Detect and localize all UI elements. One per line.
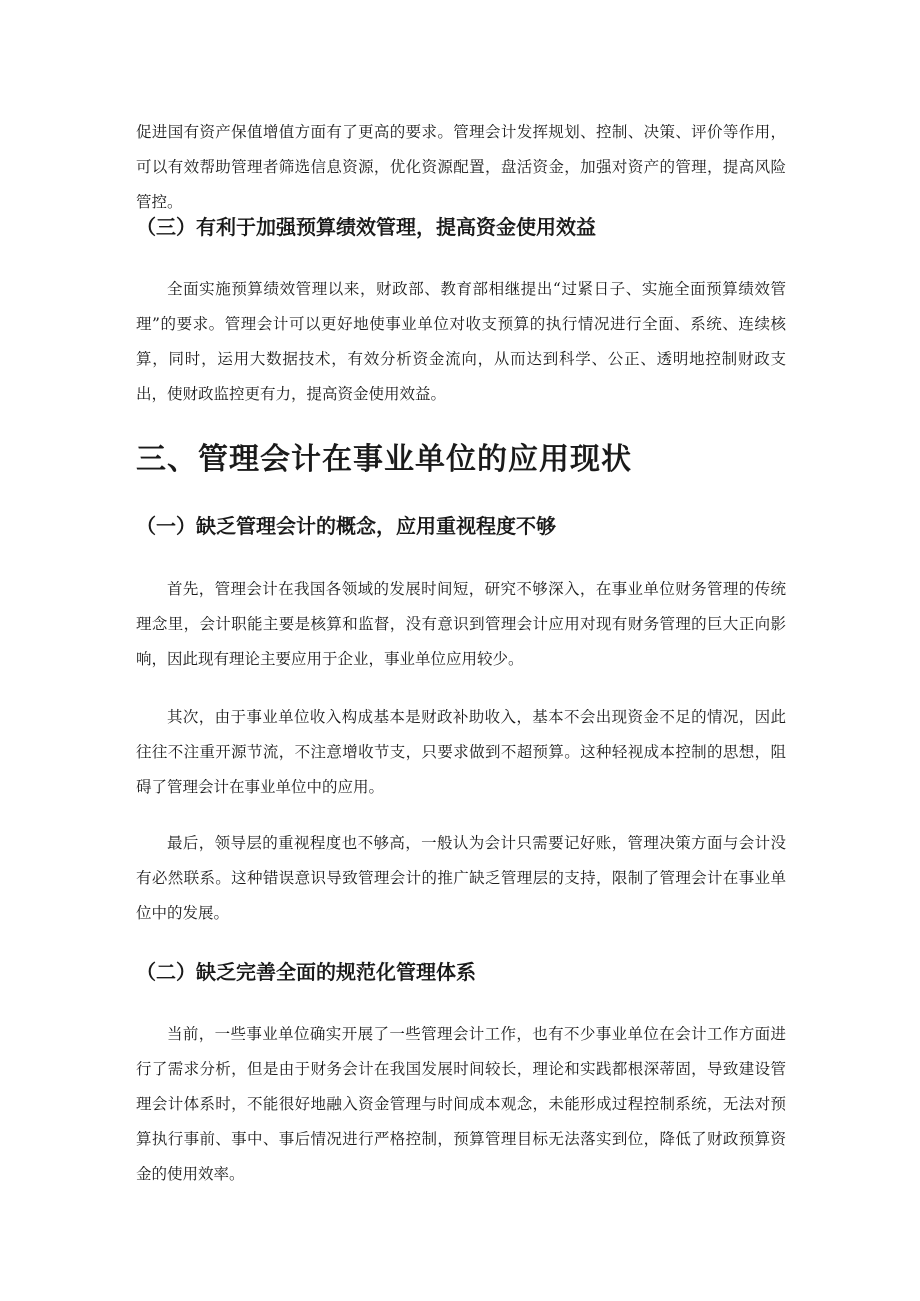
paragraph-one-third: 最后，领导层的重视程度也不够高，一般认为会计只需要记好账，管理决策方面与会计没有必然联系。这种错误意识导致管理会计的推广缺乏管理层的支持，限制了管理会计在事业单位中的发展。 bbox=[136, 834, 786, 922]
subheading-one: （一）缺乏管理会计的概念，应用重视程度不够 bbox=[136, 514, 556, 538]
paragraph-one-first: 首先，管理会计在我国各领域的发展时间短，研究不够深入，在事业单位财务管理的传统理念里，会计职能主要是核算和监督，没有意识到管理会计应用对现有财务管理的巨大正向影响，因此现有理论主要应用于企业，事业单位应用较少。 bbox=[136, 580, 786, 668]
paragraph-two: 当前，一些事业单位确实开展了一些管理会计工作，也有不少事业单位在会计工作方面进行了需求分析，但是由于财务会计在我国发展时间较长，理论和实践都根深蒂固，导致建设管理会计体系时，不能很好地融入资金管理与时间成本观念，未能形成过程控制系统，无法对预算执行事前、事中、事后情况进行严格控制，预算管理目标无法落实到位，降低了财政预算资金的使用效率。 bbox=[136, 1025, 786, 1183]
paragraph-one-second: 其次，由于事业单位收入构成基本是财政补助收入，基本不会出现资金不足的情况，因此往往不注重开源节流，不注意增收节支，只要求做到不超预算。这种轻视成本控制的思想，阻碍了管理会计在事业单位中的应用。 bbox=[136, 708, 786, 796]
section-heading-3: 三、管理会计在事业单位的应用现状 bbox=[136, 442, 632, 477]
subheading-three: （三）有利于加强预算绩效管理，提高资金使用效益 bbox=[136, 215, 596, 239]
subheading-two: （二）缺乏完善全面的规范化管理体系 bbox=[136, 960, 476, 984]
paragraph-intro: 促进国有资产保值增值方面有了更高的要求。管理会计发挥规划、控制、决策、评价等作用，可以有效帮助管理者筛选信息资源，优化资源配置，盘活资金，加强对资产的管理，提高风险管控。 bbox=[136, 123, 786, 211]
paragraph-three: 全面实施预算绩效管理以来，财政部、教育部相继提出“过紧日子、实施全面预算绩效管理”的要求。管理会计可以更好地使事业单位对收支预算的执行情况进行全面、系统、连续核算，同时，运用大数据技术，有效分析资金流向，从而达到科学、公正、透明地控制财政支出，使财政监控更有力，提高资金使用效益。 bbox=[136, 280, 786, 403]
